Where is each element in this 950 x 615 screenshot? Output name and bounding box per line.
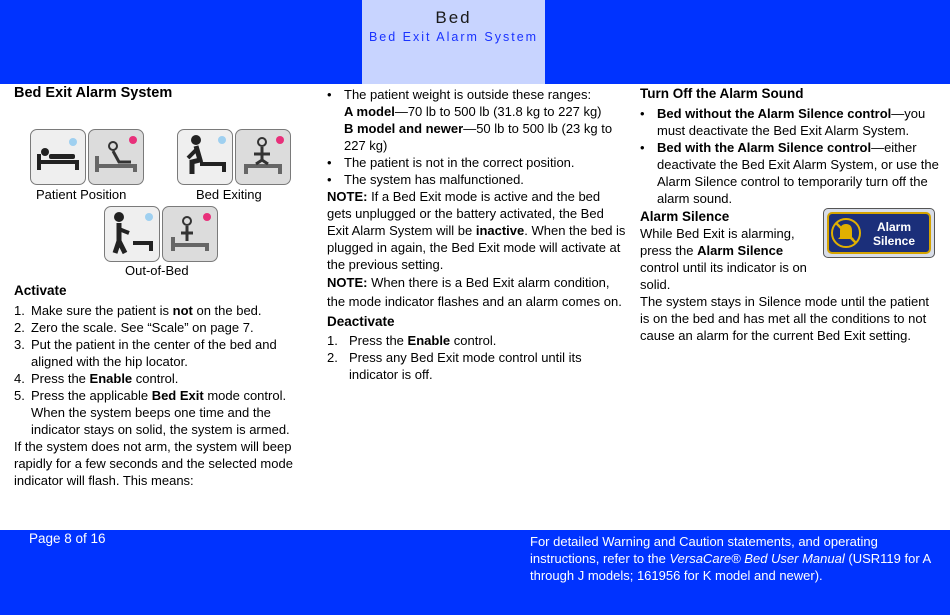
list-item: 4. Press the Enable control. [14,371,179,386]
alarm-button-line2: Silence [872,234,916,248]
bed-empty-alarm-icon [162,206,218,262]
alarm-silence-block [640,208,940,293]
list-item: 1. Make sure the patient is not on the bed. [14,303,262,318]
page-header [0,0,950,84]
caption-out-of-bed: Out-of-Bed [125,263,189,278]
list-item: • The patient weight is outside these ranges: A model—70 lb to 500 lb (31.8 kg to 227 kg) B model and newer—50 lb to 500 lb (23 kg to 227 kg) [327,87,613,153]
list-item: • The system has malfunctioned. [327,172,524,187]
silence-mode-paragraph: The system stays in Silence mode until the patient is on the bed and has met all the conditions to not cause an alarm for the current Bed Exit setting. [640,294,930,343]
arm-failure-reasons [327,86,627,188]
patient-out-of-bed-icon [104,206,160,262]
caption-patient-position: Patient Position [36,187,127,202]
patient-sitting-up-icon [88,129,144,185]
alarm-silence-heading: Alarm Silence [640,209,730,224]
list-item: • Bed without the Alarm Silence control—you must deactivate the Bed Exit Alarm System. [640,106,926,138]
deactivate-heading: Deactivate [327,314,395,329]
footer-note: For detailed Warning and Caution statements, and operating instructions, refer to the VersaCare® Bed User Manual (USR119 for A through J models; 161956 for K model and newer). [530,534,931,583]
list-item: 3. Put the patient in the center of the bed and aligned with the hip locator. [14,337,277,369]
bed-exit-mode-icons [14,106,314,278]
header-title: Bed [435,8,472,27]
alarm-button-line1: Alarm [876,220,912,234]
list-item: 2. Zero the scale. See “Scale” on page 7. [14,320,254,335]
patient-exiting-icon [177,129,233,185]
deactivate-steps [327,332,627,383]
header-tab [362,0,545,84]
turn-off-options [640,105,940,207]
page-footer [0,530,950,615]
activate-steps [14,302,314,438]
list-item: 5. Press the applicable Bed Exit mode control. When the system beeps one time and the indicator stays on solid, the system is armed. [14,388,290,437]
alarm-silence-instructions: While Bed Exit is alarming, press the Alarm Silence control until its indicator is on solid. [640,226,807,292]
list-item: • The patient is not in the correct position. [327,155,575,170]
note-alarm-condition: NOTE: When there is a Bed Exit alarm condition, the mode indicator flashes and an alarm comes on. [327,275,622,309]
left-column [14,84,314,489]
turn-off-heading: Turn Off the Alarm Sound [640,86,804,101]
list-item: • Bed with the Alarm Silence control—either deactivate the Bed Exit Alarm System, or use the Alarm Silence control to temporarily turn off the alarm sound. [640,140,939,206]
middle-column [327,86,627,383]
page-number: Page 8 of 16 [29,531,106,546]
patient-standing-bed-icon [235,129,291,185]
activate-heading: Activate [14,283,67,298]
list-item: 1. Press the Enable control. [327,333,497,348]
not-armed-paragraph: If the system does not arm, the system will beep rapidly for a few seconds and the selected mode indicator will flash. This means: [14,439,293,488]
note-unplugged: NOTE: If a Bed Exit mode is active and the bed gets unplugged or the battery activated, the Bed Exit Alarm System will be inactive. When the bed is plugged in again, the Bed Exit mode will activate at the previous setting. [327,189,626,272]
header-subtitle: Bed Exit Alarm System [368,30,539,44]
list-item: 2. Press any Bed Exit mode control until its indicator is off. [327,350,582,382]
caption-bed-exiting: Bed Exiting [196,187,262,202]
right-column [640,84,940,344]
patient-lying-icon [30,129,86,185]
section-title: Bed Exit Alarm System [14,85,173,101]
alarm-silence-button-image [823,208,935,258]
